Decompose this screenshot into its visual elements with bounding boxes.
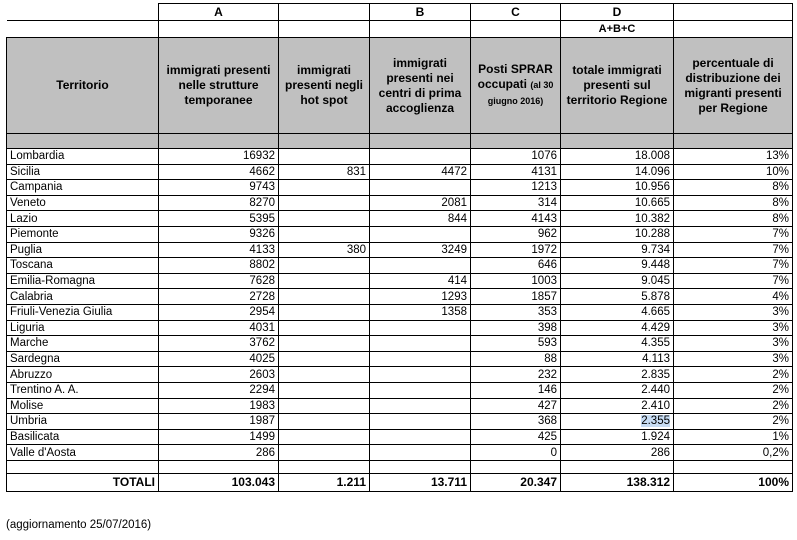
value-c: 398 — [471, 320, 561, 336]
value-b — [370, 429, 471, 445]
value-d: 2.440 — [561, 382, 674, 398]
formula-d: A+B+C — [561, 21, 674, 38]
value-a: 8270 — [159, 195, 279, 211]
value-hotspot — [279, 382, 370, 398]
value-b: 414 — [370, 273, 471, 289]
value-hotspot: 831 — [279, 164, 370, 180]
corner-cell — [7, 4, 159, 21]
value-a: 9743 — [159, 180, 279, 196]
value-c: 88 — [471, 351, 561, 367]
value-b — [370, 414, 471, 430]
region-name: Trentino A. A. — [7, 382, 159, 398]
region-name: Calabria — [7, 289, 159, 305]
value-b — [370, 445, 471, 461]
value-hotspot — [279, 336, 370, 352]
value-d: 4.665 — [561, 304, 674, 320]
value-pct: 7% — [674, 242, 793, 258]
value-a: 8802 — [159, 258, 279, 274]
totals-d: 138.312 — [561, 473, 674, 491]
column-letter-c: C — [471, 4, 561, 21]
value-b — [370, 180, 471, 196]
header-pct: percentuale di distribuzione dei migranti presenti per Regione — [674, 38, 793, 134]
table-row — [7, 211, 793, 227]
value-hotspot — [279, 289, 370, 305]
header-c-note: (al 30 giugno 2016) — [487, 80, 554, 106]
region-name: Lazio — [7, 211, 159, 227]
region-name: Valle d'Aosta — [7, 445, 159, 461]
value-pct: 8% — [674, 180, 793, 196]
formula-cell-a — [159, 21, 279, 38]
table-row — [7, 320, 793, 336]
value-d: 4.113 — [561, 351, 674, 367]
value-b: 3249 — [370, 242, 471, 258]
value-d: 4.355 — [561, 336, 674, 352]
value-hotspot — [279, 304, 370, 320]
value-a: 2294 — [159, 382, 279, 398]
value-a: 3762 — [159, 336, 279, 352]
value-c: 353 — [471, 304, 561, 320]
table-row — [7, 195, 793, 211]
value-a: 16932 — [159, 149, 279, 165]
table-row — [7, 226, 793, 242]
value-hotspot — [279, 195, 370, 211]
region-name: Sicilia — [7, 164, 159, 180]
table-row — [7, 367, 793, 383]
value-hotspot — [279, 367, 370, 383]
region-name: Marche — [7, 336, 159, 352]
value-b — [370, 398, 471, 414]
region-name: Veneto — [7, 195, 159, 211]
value-hotspot: 380 — [279, 242, 370, 258]
value-c: 1076 — [471, 149, 561, 165]
table-row — [7, 258, 793, 274]
value-hotspot — [279, 180, 370, 196]
value-d: 10.288 — [561, 226, 674, 242]
value-b — [370, 336, 471, 352]
value-c: 593 — [471, 336, 561, 352]
value-d: 10.382 — [561, 211, 674, 227]
totals-label: TOTALI — [7, 473, 159, 491]
table-row — [7, 429, 793, 445]
value-c: 368 — [471, 414, 561, 430]
spacer-cell — [7, 460, 159, 473]
region-name: Puglia — [7, 242, 159, 258]
header-sub-cell — [159, 134, 279, 149]
value-pct: 10% — [674, 164, 793, 180]
value-b — [370, 367, 471, 383]
header-row — [7, 38, 793, 134]
spacer-cell — [159, 460, 279, 473]
value-b — [370, 320, 471, 336]
value-a: 1983 — [159, 398, 279, 414]
formula-blank — [7, 21, 159, 38]
header-b: immigrati presenti nei centri di prima accoglienza — [370, 38, 471, 134]
value-a: 4025 — [159, 351, 279, 367]
totals-b: 13.711 — [370, 473, 471, 491]
value-pct: 13% — [674, 149, 793, 165]
value-hotspot — [279, 414, 370, 430]
column-letter-b: B — [370, 4, 471, 21]
value-pct: 1% — [674, 429, 793, 445]
header-territorio: Territorio — [7, 38, 159, 134]
value-c: 427 — [471, 398, 561, 414]
spacer-cell — [674, 460, 793, 473]
value-d: 9.448 — [561, 258, 674, 274]
update-note: (aggiornamento 25/07/2016) — [6, 519, 152, 531]
table-row — [7, 414, 793, 430]
table-row — [7, 351, 793, 367]
spacer-cell — [370, 460, 471, 473]
value-pct: 2% — [674, 398, 793, 414]
value-c: 232 — [471, 367, 561, 383]
region-name: Umbria — [7, 414, 159, 430]
value-b — [370, 382, 471, 398]
formula-cell-pct — [674, 21, 793, 38]
value-pct: 8% — [674, 195, 793, 211]
table-row — [7, 273, 793, 289]
totals-pct: 100% — [674, 473, 793, 491]
header-hotspot: immigrati presenti negli hot spot — [279, 38, 370, 134]
value-b — [370, 149, 471, 165]
region-name: Lombardia — [7, 149, 159, 165]
header-sub-cell — [674, 134, 793, 149]
value-c: 962 — [471, 226, 561, 242]
value-hotspot — [279, 398, 370, 414]
value-d: 4.429 — [561, 320, 674, 336]
totals-hotspot: 1.211 — [279, 473, 370, 491]
value-b — [370, 258, 471, 274]
value-pct: 3% — [674, 304, 793, 320]
header-subrow — [7, 134, 793, 149]
value-b — [370, 226, 471, 242]
column-letter-pct — [674, 4, 793, 21]
value-c: 1213 — [471, 180, 561, 196]
region-name: Basilicata — [7, 429, 159, 445]
table-row — [7, 149, 793, 165]
value-d — [561, 414, 674, 430]
column-letters-row — [7, 4, 793, 21]
header-sub-cell — [7, 134, 159, 149]
table-row — [7, 382, 793, 398]
value-hotspot — [279, 351, 370, 367]
value-b: 4472 — [370, 164, 471, 180]
table-row — [7, 336, 793, 352]
value-pct: 0,2% — [674, 445, 793, 461]
value-hotspot — [279, 273, 370, 289]
table-row — [7, 289, 793, 305]
value-pct: 3% — [674, 336, 793, 352]
value-c: 0 — [471, 445, 561, 461]
value-b: 1293 — [370, 289, 471, 305]
region-name: Liguria — [7, 320, 159, 336]
value-pct: 2% — [674, 382, 793, 398]
value-hotspot — [279, 211, 370, 227]
header-sub-cell — [279, 134, 370, 149]
highlighted-value: 2.355 — [641, 415, 670, 428]
totals-c: 20.347 — [471, 473, 561, 491]
value-d: 10.956 — [561, 180, 674, 196]
value-a: 7628 — [159, 273, 279, 289]
value-d: 1.924 — [561, 429, 674, 445]
value-pct: 2% — [674, 414, 793, 430]
value-c: 1003 — [471, 273, 561, 289]
formula-cell-hotspot — [279, 21, 370, 38]
table-row — [7, 398, 793, 414]
value-a: 2954 — [159, 304, 279, 320]
value-pct: 3% — [674, 320, 793, 336]
region-name: Sardegna — [7, 351, 159, 367]
value-d: 286 — [561, 445, 674, 461]
value-c: 4131 — [471, 164, 561, 180]
value-d: 14.096 — [561, 164, 674, 180]
table-row — [7, 164, 793, 180]
value-pct: 7% — [674, 273, 793, 289]
value-hotspot — [279, 445, 370, 461]
spacer-cell — [471, 460, 561, 473]
value-hotspot — [279, 226, 370, 242]
table-row — [7, 304, 793, 320]
value-a: 4662 — [159, 164, 279, 180]
table-row — [7, 180, 793, 196]
value-d: 9.734 — [561, 242, 674, 258]
value-c: 314 — [471, 195, 561, 211]
value-a: 2728 — [159, 289, 279, 305]
value-a: 4133 — [159, 242, 279, 258]
value-c: 1972 — [471, 242, 561, 258]
value-c: 1857 — [471, 289, 561, 305]
header-sub-cell — [471, 134, 561, 149]
value-hotspot — [279, 258, 370, 274]
value-pct: 4% — [674, 289, 793, 305]
formula-cell-c — [471, 21, 561, 38]
totals-row — [7, 473, 793, 491]
region-name: Friuli-Venezia Giulia — [7, 304, 159, 320]
value-hotspot — [279, 320, 370, 336]
formula-row — [7, 21, 793, 38]
value-pct: 2% — [674, 367, 793, 383]
value-c: 425 — [471, 429, 561, 445]
value-pct: 8% — [674, 211, 793, 227]
value-c: 4143 — [471, 211, 561, 227]
value-d: 2.410 — [561, 398, 674, 414]
header-sub-cell — [561, 134, 674, 149]
value-a: 1499 — [159, 429, 279, 445]
value-b: 844 — [370, 211, 471, 227]
region-name: Emilia-Romagna — [7, 273, 159, 289]
value-pct: 7% — [674, 258, 793, 274]
value-a: 286 — [159, 445, 279, 461]
formula-cell-b — [370, 21, 471, 38]
spacer-cell — [279, 460, 370, 473]
column-letter-hotspot — [279, 4, 370, 21]
value-a: 9326 — [159, 226, 279, 242]
table-row — [7, 242, 793, 258]
totals-a: 103.043 — [159, 473, 279, 491]
value-a: 5395 — [159, 211, 279, 227]
value-d: 10.665 — [561, 195, 674, 211]
value-d: 5.878 — [561, 289, 674, 305]
value-hotspot — [279, 149, 370, 165]
header-c — [471, 38, 561, 134]
value-pct: 7% — [674, 226, 793, 242]
value-c: 646 — [471, 258, 561, 274]
value-pct: 3% — [674, 351, 793, 367]
value-d: 18.008 — [561, 149, 674, 165]
region-name: Molise — [7, 398, 159, 414]
column-letter-d: D — [561, 4, 674, 21]
column-letter-a: A — [159, 4, 279, 21]
value-a: 4031 — [159, 320, 279, 336]
value-a: 1987 — [159, 414, 279, 430]
immigrants-table — [6, 3, 793, 492]
region-name: Campania — [7, 180, 159, 196]
table-body — [7, 149, 793, 461]
value-hotspot — [279, 429, 370, 445]
header-c-main: Posti SPRAR occupati — [477, 62, 553, 91]
region-name: Abruzzo — [7, 367, 159, 383]
spacer-cell — [561, 460, 674, 473]
spacer-row — [7, 460, 793, 473]
value-d: 2.835 — [561, 367, 674, 383]
region-name: Piemonte — [7, 226, 159, 242]
value-b: 1358 — [370, 304, 471, 320]
header-sub-cell — [370, 134, 471, 149]
header-a: immigrati presenti nelle strutture temporanee — [159, 38, 279, 134]
value-a: 2603 — [159, 367, 279, 383]
value-d: 9.045 — [561, 273, 674, 289]
value-c: 146 — [471, 382, 561, 398]
header-d: totale immigrati presenti sul territorio Regione — [561, 38, 674, 134]
value-b — [370, 351, 471, 367]
region-name: Toscana — [7, 258, 159, 274]
value-b: 2081 — [370, 195, 471, 211]
table-row — [7, 445, 793, 461]
